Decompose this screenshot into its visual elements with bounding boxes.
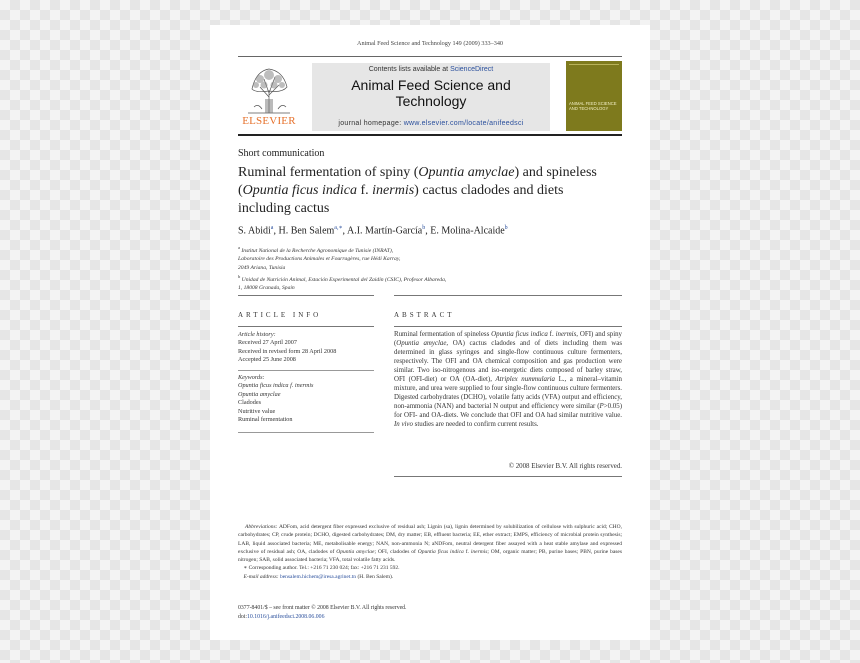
email-link[interactable]: bensalem.hichem@iresa.agrinet.tn bbox=[278, 573, 357, 580]
keywords bbox=[238, 374, 374, 424]
keyword: Ruminal fermentation bbox=[238, 416, 293, 424]
corresponding-author-footnote bbox=[238, 564, 622, 572]
affil-mark: a bbox=[238, 245, 240, 250]
title-species: Opuntia ficus indica bbox=[242, 183, 357, 198]
elsevier-tree-icon bbox=[242, 63, 296, 115]
footnote-species: Opuntia amyclae bbox=[336, 548, 375, 555]
top-rule bbox=[238, 56, 622, 57]
footnote-part: f. bbox=[463, 548, 471, 555]
author-list bbox=[238, 224, 628, 236]
author-affil-mark[interactable]: b bbox=[504, 225, 508, 231]
accepted-date: Accepted 25 June 2008 bbox=[238, 356, 296, 364]
title-part: ) cactus cladodes and diets including cactus bbox=[238, 183, 564, 216]
affil-line: 1, 18008 Granada, Spain bbox=[238, 285, 295, 292]
section-type: Short communication bbox=[238, 148, 325, 159]
author-name[interactable]: , E. Molina-Alcaide bbox=[425, 225, 505, 237]
corresponding-author: ∗ Corresponding author. Tel.: +216 71 230 024; fax: +216 71 231 592. bbox=[243, 565, 400, 572]
keyword: Cladodes bbox=[238, 399, 262, 407]
journal-title-line1: Animal Feed Science and bbox=[351, 77, 511, 93]
abstract-part: , OFI) and spiny ( bbox=[394, 331, 622, 348]
sciencedirect-link[interactable]: ScienceDirect bbox=[450, 66, 494, 73]
journal-cover-thumbnail bbox=[566, 61, 622, 131]
title-species: Opuntia amyclae bbox=[418, 165, 515, 180]
affil-line: Laboratoire des Productions Animales et Fourragères, rue Hédi Karray, bbox=[238, 256, 401, 263]
article-info-heading: ARTICLE INFO bbox=[238, 311, 322, 319]
abstract-species: Opuntia amyclae bbox=[396, 340, 447, 348]
abstract-species: Opuntia ficus indica bbox=[491, 331, 548, 338]
cover-title: ANIMAL FEED SCIENCE AND TECHNOLOGY bbox=[569, 101, 617, 111]
title-part: Ruminal fermentation of spiny ( bbox=[238, 165, 419, 180]
abbreviations-footnote bbox=[238, 523, 622, 564]
abstract-rule bbox=[394, 295, 622, 296]
author-name[interactable]: , H. Ben Salem bbox=[273, 225, 335, 237]
affil-mark: b bbox=[238, 273, 241, 279]
author-affil-mark[interactable]: a bbox=[270, 225, 274, 231]
footnote-part: ; OFI, cladodes of bbox=[374, 548, 418, 555]
affiliation-a bbox=[238, 244, 558, 255]
abstract-part: >0.05) for OFI- and OA-diets. We conclude that OFI and OA had similar nutritive value. bbox=[394, 403, 622, 420]
affil-line: Unidad de Nutrición Animal, Estación Experimental del Zaidín (CSIC), Profesor Albareda, bbox=[241, 276, 447, 283]
title-part: ) and spineless ( bbox=[238, 165, 597, 198]
footnote-part: ; OM, organic matter; PB, purine bases; PBN, purine bases nitrogen; SAB, solid associated bacteria; VFA, total volatile fatty acids. bbox=[238, 548, 623, 564]
keyword: Opuntia ficus indica f. inermis bbox=[238, 382, 314, 390]
article-info-rule bbox=[238, 326, 374, 327]
email-suffix: (H. Ben Salem). bbox=[356, 573, 394, 580]
author-affil-mark[interactable]: a,∗ bbox=[334, 225, 343, 231]
email-label: E-mail address: bbox=[243, 573, 279, 580]
homepage-prefix: journal homepage: bbox=[338, 120, 404, 127]
keyword: Nutritive value bbox=[238, 407, 276, 415]
footnote-species: inermis bbox=[470, 548, 488, 555]
title-species: inermis bbox=[372, 183, 415, 198]
abstract-species: inermis bbox=[555, 331, 577, 338]
abstract-heading: ABSTRACT bbox=[394, 311, 455, 319]
footnotes bbox=[238, 523, 622, 581]
journal-title-line2: Technology bbox=[395, 93, 467, 109]
homepage-line bbox=[312, 120, 550, 127]
masthead bbox=[238, 61, 622, 131]
abstract-rule bbox=[394, 476, 622, 477]
article-info-rule bbox=[238, 295, 374, 296]
issn-line: 0377-8401/$ – see front matter © 2008 Elsevier B.V. All rights reserved. bbox=[238, 605, 407, 611]
abstract-italic: In vivo bbox=[394, 421, 413, 429]
keyword: Opuntia amyclae bbox=[238, 390, 281, 398]
article-history bbox=[238, 331, 374, 365]
footnote-part: ADFom, acid detergent fiber expressed exclusive of residual ash; Lignin (sa), lignin determined by solubilization of cellulose with sulphuric acid; CHO, carbohydrates; CP, crude protein; DCHO, digested carbohydrates; DM, dry matter; EB, effluent bacteria; EE, ether extract; EMPS, efficiency of microbial protein synthesis; LAB, liquid associated bacteria; ME, metabolisable energy; NAN, non-ammonia N; aNDFom, neutral detergent fiber assayed with a heat stable amylase and expressed exclusive of residual ash; OA, cladodes of bbox=[238, 524, 622, 555]
abstract-part: studies are needed to confirm current results. bbox=[412, 421, 539, 429]
author-affil-mark[interactable]: b bbox=[422, 225, 426, 231]
publisher-name: ELSEVIER bbox=[242, 115, 296, 127]
abstract-italic: P bbox=[599, 403, 604, 411]
author-name[interactable]: , A.I. Martín-García bbox=[342, 225, 423, 237]
contents-prefix: Contents lists available at bbox=[368, 66, 451, 73]
email-footnote bbox=[238, 573, 622, 581]
abstract-part: L., a mineral–vitamin mixture, and urea were supplied to four single-flow continuous culture fermenters. Digested carbohydrates (DCHO), volatile fatty acids (VFA) output and efficiency, non-ammonia (NAN) and bacterial N output and efficiency were similar ( bbox=[394, 376, 622, 411]
abstract-species: Atriplex nummularia bbox=[495, 376, 555, 384]
history-label: Article history: bbox=[238, 331, 276, 338]
abstract-part: , OA) cactus cladodes and of diets including them was determined in glass syringes and single-flow continuous culture fermenters, respectively. The OFI and OA chemical composition and gas production were similar. Two iso-nitrogenous and iso-energetic diets composed of barley straw, OFI (OFI-diet) or OA (OA-diet), bbox=[394, 340, 622, 384]
abstract-part: Ruminal fermentation of spineless bbox=[394, 331, 492, 338]
abstract-part: f. bbox=[547, 331, 556, 338]
cover-rule bbox=[569, 64, 619, 68]
received-date: Received 27 April 2007 bbox=[238, 339, 297, 347]
article-info-rule bbox=[238, 432, 374, 433]
abbreviations-label: Abbreviations: bbox=[245, 524, 278, 530]
title-part: f. bbox=[357, 183, 373, 198]
journal-title bbox=[312, 77, 550, 109]
contents-line bbox=[312, 66, 550, 73]
keywords-label: Keywords: bbox=[238, 374, 265, 381]
journal-reference: Animal Feed Science and Technology 149 (2009) 333–340 bbox=[356, 40, 504, 47]
homepage-url-link[interactable]: www.elsevier.com/locate/anifeedsci bbox=[403, 120, 524, 127]
affiliation-b bbox=[238, 273, 558, 284]
doi-prefix: doi: bbox=[238, 614, 248, 620]
elsevier-logo bbox=[238, 61, 300, 131]
abstract-rule bbox=[394, 326, 622, 327]
author-name[interactable]: S. Abidi bbox=[238, 225, 271, 237]
abstract-copyright: © 2008 Elsevier B.V. All rights reserved. bbox=[508, 463, 622, 470]
article-page bbox=[210, 25, 650, 640]
affiliations bbox=[238, 244, 558, 293]
affil-line: 2049 Ariana, Tunisia bbox=[238, 265, 286, 272]
footnote-species: Opuntia ficus indica bbox=[417, 548, 464, 555]
article-info-rule bbox=[238, 370, 374, 371]
article-title bbox=[238, 164, 608, 218]
doi-line bbox=[238, 614, 324, 620]
affil-line: Institut National de la Recherche Agronomique de Tunisie (INRAT), bbox=[241, 247, 394, 254]
doi-link[interactable]: 10.1016/j.anifeedsci.2008.06.006 bbox=[247, 614, 325, 620]
journal-banner bbox=[312, 63, 550, 131]
revised-date: Received in revised form 28 April 2008 bbox=[238, 347, 337, 355]
abstract-text bbox=[394, 330, 622, 430]
header-thick-rule bbox=[238, 134, 622, 136]
